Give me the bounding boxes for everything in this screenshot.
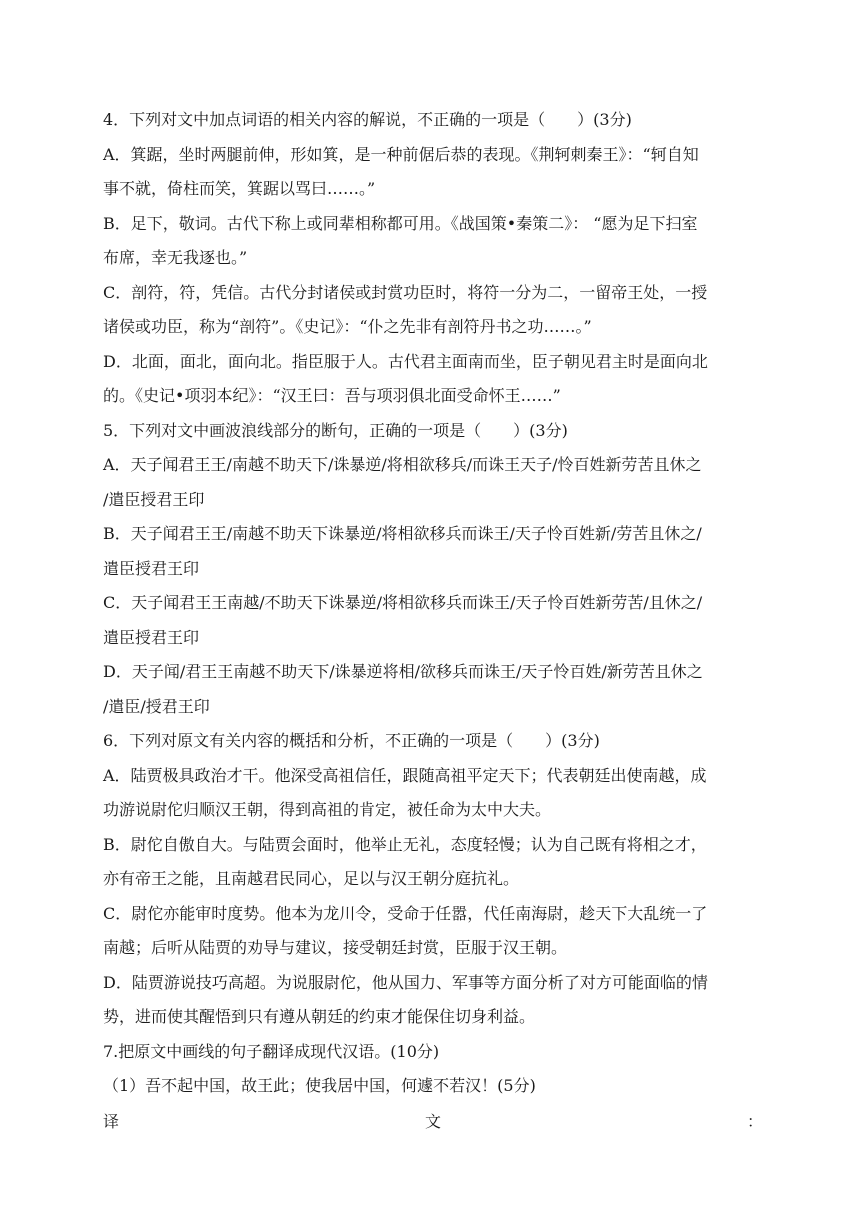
text-line: B．天子闻君王王/南越不助天下诛暴逆/将相欲移兵而诛王/天子怜百姓新/劳苦且休之/ (103, 524, 702, 543)
text-line: 遣臣授君王印 (103, 627, 200, 647)
text-line: D．北面，面北，面向北。指臣服于人。古代君主面南而坐，臣子朝见君主时是面向北 (103, 351, 708, 371)
text-line: C．尉佗亦能审时度势。他本为龙川令，受命于任嚣，代任南海尉，趁天下大乱统一了 (103, 903, 708, 923)
text-line: 布席，幸无我逐也。” (103, 248, 248, 267)
text-line: 诸侯或功臣，称为“剖符”。《史记》：“仆之先非有剖符丹书之功……。” (103, 317, 592, 336)
text-line: C．天子闻君王王南越/不助天下诛暴逆/将相欲移兵而诛王/天子怜百姓新劳苦/且休之/ (103, 593, 703, 612)
text-line: D．陆贾游说技巧高超。为说服尉佗，他从国力、军事等方面分析了对方可能面临的情 (103, 972, 708, 992)
text-line: 6．下列对原文有关内容的概括和分析，不正确的一项是（ ）(3分) (103, 731, 600, 750)
text-line: A．陆贾极具政治才干。他深受高祖信任，跟随高祖平定天下；代表朝廷出使南越，成 (103, 765, 707, 785)
text-line: 亦有帝王之能，且南越君民同心，足以与汉王朝分庭抗礼。 (103, 869, 520, 888)
sub-question: （1）吾不起中国，故王此；使我居中国，何遽不若汉！(5分) (103, 1076, 536, 1095)
text-line: A．天子闻君王王/南越不助天下/诛暴逆/将相欲移兵/而诛王天子/怜百姓新劳苦且休之 (103, 455, 702, 474)
translation-label-wen: 文 (424, 1111, 441, 1131)
text-line: 遣臣授君王印 (103, 558, 200, 578)
question-block (103, 103, 763, 1139)
text-line: 4．下列对文中加点词语的相关内容的解说，不正确的一项是（ ）(3分) (103, 110, 632, 129)
text-line: D．天子闻/君王王南越不助天下/诛暴逆将相/欲移兵而诛王/天子怜百姓/新劳苦且休之 (103, 662, 703, 681)
text-line: 功游说尉佗归顺汉王朝，得到高祖的肯定，被任命为太中大夫。 (103, 800, 552, 819)
text-line: 势，进而使其醒悟到只有遵从朝廷的约束才能保住切身利益。 (103, 1007, 536, 1026)
text-line: B．足下，敬词。古代下称上或同辈相称都可用。《战国策•秦策二》： “愿为足下扫室 (103, 213, 698, 233)
text-line: 7.把原文中画线的句子翻译成现代汉语。(10分) (103, 1041, 440, 1061)
text-line: /遣臣/授君王印 (103, 696, 210, 716)
text-line: /遣臣授君王印 (103, 489, 205, 509)
text-line: 南越；后听从陆贾的劝导与建议，接受朝廷封赏，臣服于汉王朝。 (103, 938, 568, 957)
text-line: B．尉佗自傲自大。与陆贾会面时，他举止无礼，态度轻慢；认为自己既有将相之才， (103, 834, 707, 854)
text-line: 5．下列对文中画波浪线部分的断句，正确的一项是（ ）(3分) (103, 420, 568, 440)
translation-colon: ： (746, 1111, 763, 1131)
text-line: 事不就，倚柱而笑，箕踞以骂曰……。” (103, 179, 376, 198)
translation-label-yi: 译 (103, 1111, 120, 1131)
translation-answer-line (103, 1105, 763, 1140)
text-line: C．剖符，符，凭信。古代分封诸侯或封赏功臣时，将符一分为二，一留帝王处，一授 (103, 282, 708, 302)
text-line: 的。《史记•项羽本纪》：“汉王曰：吾与项羽俱北面受命怀王……” (103, 386, 561, 405)
text-line: A．箕踞，坐时两腿前伸，形如箕，是一种前倨后恭的表现。《荆轲刺秦王》：“轲自知 (103, 144, 699, 164)
